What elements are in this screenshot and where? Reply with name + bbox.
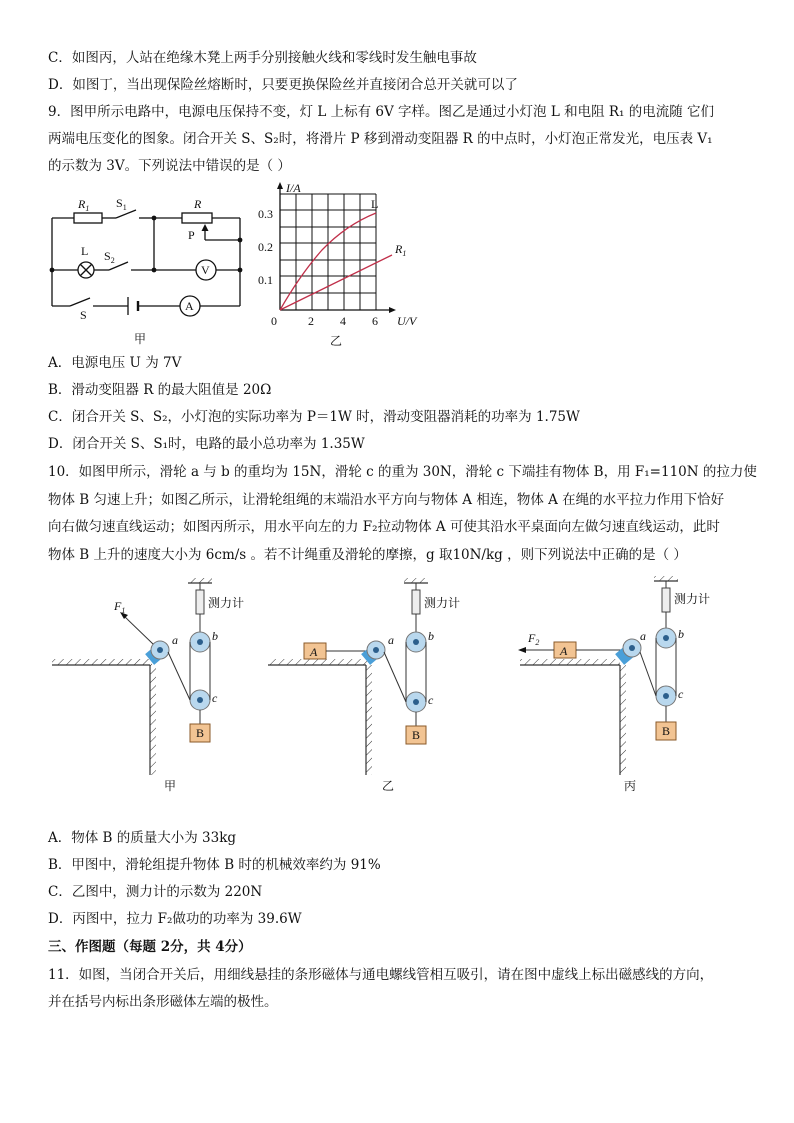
- circuit-diagram: [44, 188, 254, 350]
- pulley-a-label: a: [172, 633, 178, 647]
- xtick: 6: [372, 314, 378, 328]
- r1-label: R: [78, 197, 86, 211]
- curve-l-label: L: [371, 197, 379, 211]
- pulley-figures: [40, 572, 770, 802]
- q11-stem-line1: 11．如图，当闭合开关后，用细线悬挂的条形磁体与通电螺线管相互吸引，请在图中虚线上标出磁感线的方向，: [48, 967, 714, 983]
- pulley-a-label: a: [640, 629, 646, 643]
- curve-r1-label: R: [395, 242, 403, 256]
- f2-label: F: [528, 631, 536, 645]
- iu-graph: [256, 180, 436, 350]
- ammeter-label: A: [185, 299, 194, 313]
- pulley-fig-jia: [52, 578, 212, 775]
- lamp-label: L: [81, 244, 89, 258]
- q10-stem-line4: 物体 B 上升的速度大小为 6cm/s 。若不计绳重及滑轮的摩擦，g 取10N/kg ，则下列说法中正确的是（ ）: [48, 547, 687, 563]
- r-label: R: [194, 197, 202, 211]
- q10-stem-line2: 物体 B 匀速上升；如图乙所示，让滑轮组绳的末端沿水平方向与物体 A 相连，物体 A 在绳的水平拉力作用下恰好: [48, 492, 725, 508]
- q10-option-c: C．乙图中，测力计的示数为 220N: [48, 884, 263, 900]
- q9-stem-line3: 的示数为 3V。下列说法中错误的是（ ）: [48, 158, 291, 174]
- ytick: 0.2: [258, 240, 273, 254]
- q8-option-c: C．如图丙，人站在绝缘木凳上两手分别接触火线和零线时发生触电事故: [48, 50, 477, 66]
- q9-option-d: D．闭合开关 S、S₁时，电路的最小总功率为 1.35W: [48, 436, 365, 452]
- fig-caption-yi: 乙: [382, 779, 395, 793]
- circuit-caption: 甲: [134, 332, 147, 346]
- pulley-fig-bing: [518, 576, 678, 775]
- graph-ylabel: I/A: [286, 181, 301, 195]
- q10-stem-line3: 向右做匀速直线运动；如图丙所示，用水平向左的力 F₂拉动物体 A 可使其沿水平桌面向左做匀速直线运动，此时: [48, 519, 720, 535]
- pulley-c-label: c: [212, 691, 218, 705]
- pulley-b-label: b: [678, 627, 684, 641]
- s2-label: S: [104, 249, 111, 263]
- q9-option-a: A．电源电压 U 为 7V: [48, 355, 182, 371]
- svg-text:R1: $R_1$: [78, 197, 90, 213]
- xtick: 0: [271, 314, 277, 328]
- meter-label: 测力计: [208, 596, 245, 610]
- xtick: 2: [308, 314, 314, 328]
- svg-text:F2: $F_2$: [528, 631, 540, 647]
- pulley-c-label: c: [678, 687, 684, 701]
- q9-stem-line2: 两端电压变化的图象。闭合开关 S、S₂时，将滑片 P 移到滑动变阻器 R 的中点时，小灯泡正常发光，电压表 V₁: [48, 131, 713, 147]
- svg-text:S2: $S_2$: [104, 249, 115, 265]
- q9-option-b: B．滑动变阻器 R 的最大阻值是 20Ω: [48, 382, 272, 398]
- switch-s-label: S: [80, 308, 87, 322]
- block-b-label: B: [196, 726, 205, 740]
- xtick: 4: [340, 314, 346, 328]
- block-a-label: A: [310, 645, 318, 659]
- meter-label: 测力计: [674, 592, 711, 606]
- svg-text:R1: $R_1$: [395, 242, 407, 258]
- q8-option-d: D．如图丁，当出现保险丝熔断时，只要更换保险丝并直接闭合总开关就可以了: [48, 77, 518, 93]
- svg-text:F1: $F_1$: [114, 599, 126, 615]
- svg-text:S1: $S_1$: [116, 196, 127, 212]
- q10-option-a: A．物体 B 的质量大小为 33kg: [48, 830, 237, 846]
- pulley-b-label: b: [428, 629, 434, 643]
- q11-stem-line2: 并在括号内标出条形磁体左端的极性。: [48, 994, 278, 1010]
- pulley-b-label: b: [212, 629, 218, 643]
- ytick: 0.1: [258, 273, 273, 287]
- fig-caption-bing: 丙: [624, 779, 637, 793]
- f1-label: F: [114, 599, 122, 613]
- s1-label: S: [116, 196, 123, 210]
- block-b-label: B: [412, 728, 421, 742]
- q10-option-b: B．甲图中，滑轮组提升物体 B 时的机械效率约为 91%: [48, 857, 381, 873]
- q9-stem-line1: 9．图甲所示电路中，电源电压保持不变，灯 L 上标有 6V 字样。图乙是通过小灯泡 L 和电阻 R₁ 的电流随 它们: [48, 104, 715, 120]
- block-a-label: A: [560, 644, 568, 658]
- block-b-label: B: [662, 724, 671, 738]
- meter-label: 测力计: [424, 596, 461, 610]
- pulley-c-label: c: [428, 693, 434, 707]
- fig-caption-jia: 甲: [164, 779, 177, 793]
- q10-stem-line1: 10．如图甲所示，滑轮 a 与 b 的重均为 15N，滑轮 c 的重为 30N，滑轮 c 下端挂有物体 B，用 F₁=110N 的拉力使: [48, 464, 757, 480]
- ytick: 0.3: [258, 207, 273, 221]
- pulley-a-label: a: [388, 633, 394, 647]
- graph-xlabel: U/V: [397, 314, 417, 328]
- graph-caption: 乙: [330, 334, 343, 348]
- p-label: P: [188, 228, 195, 242]
- section-heading: 三、作图题（每题 2分，共 4分）: [48, 939, 252, 955]
- q10-option-d: D．丙图中，拉力 F₂做功的功率为 39.6W: [48, 911, 302, 927]
- pulley-fig-yi: [268, 578, 428, 775]
- voltmeter-label: V: [201, 263, 210, 277]
- q9-option-c: C．闭合开关 S、S₂，小灯泡的实际功率为 P＝1W 时，滑动变阻器消耗的功率为 1.75W: [48, 409, 580, 425]
